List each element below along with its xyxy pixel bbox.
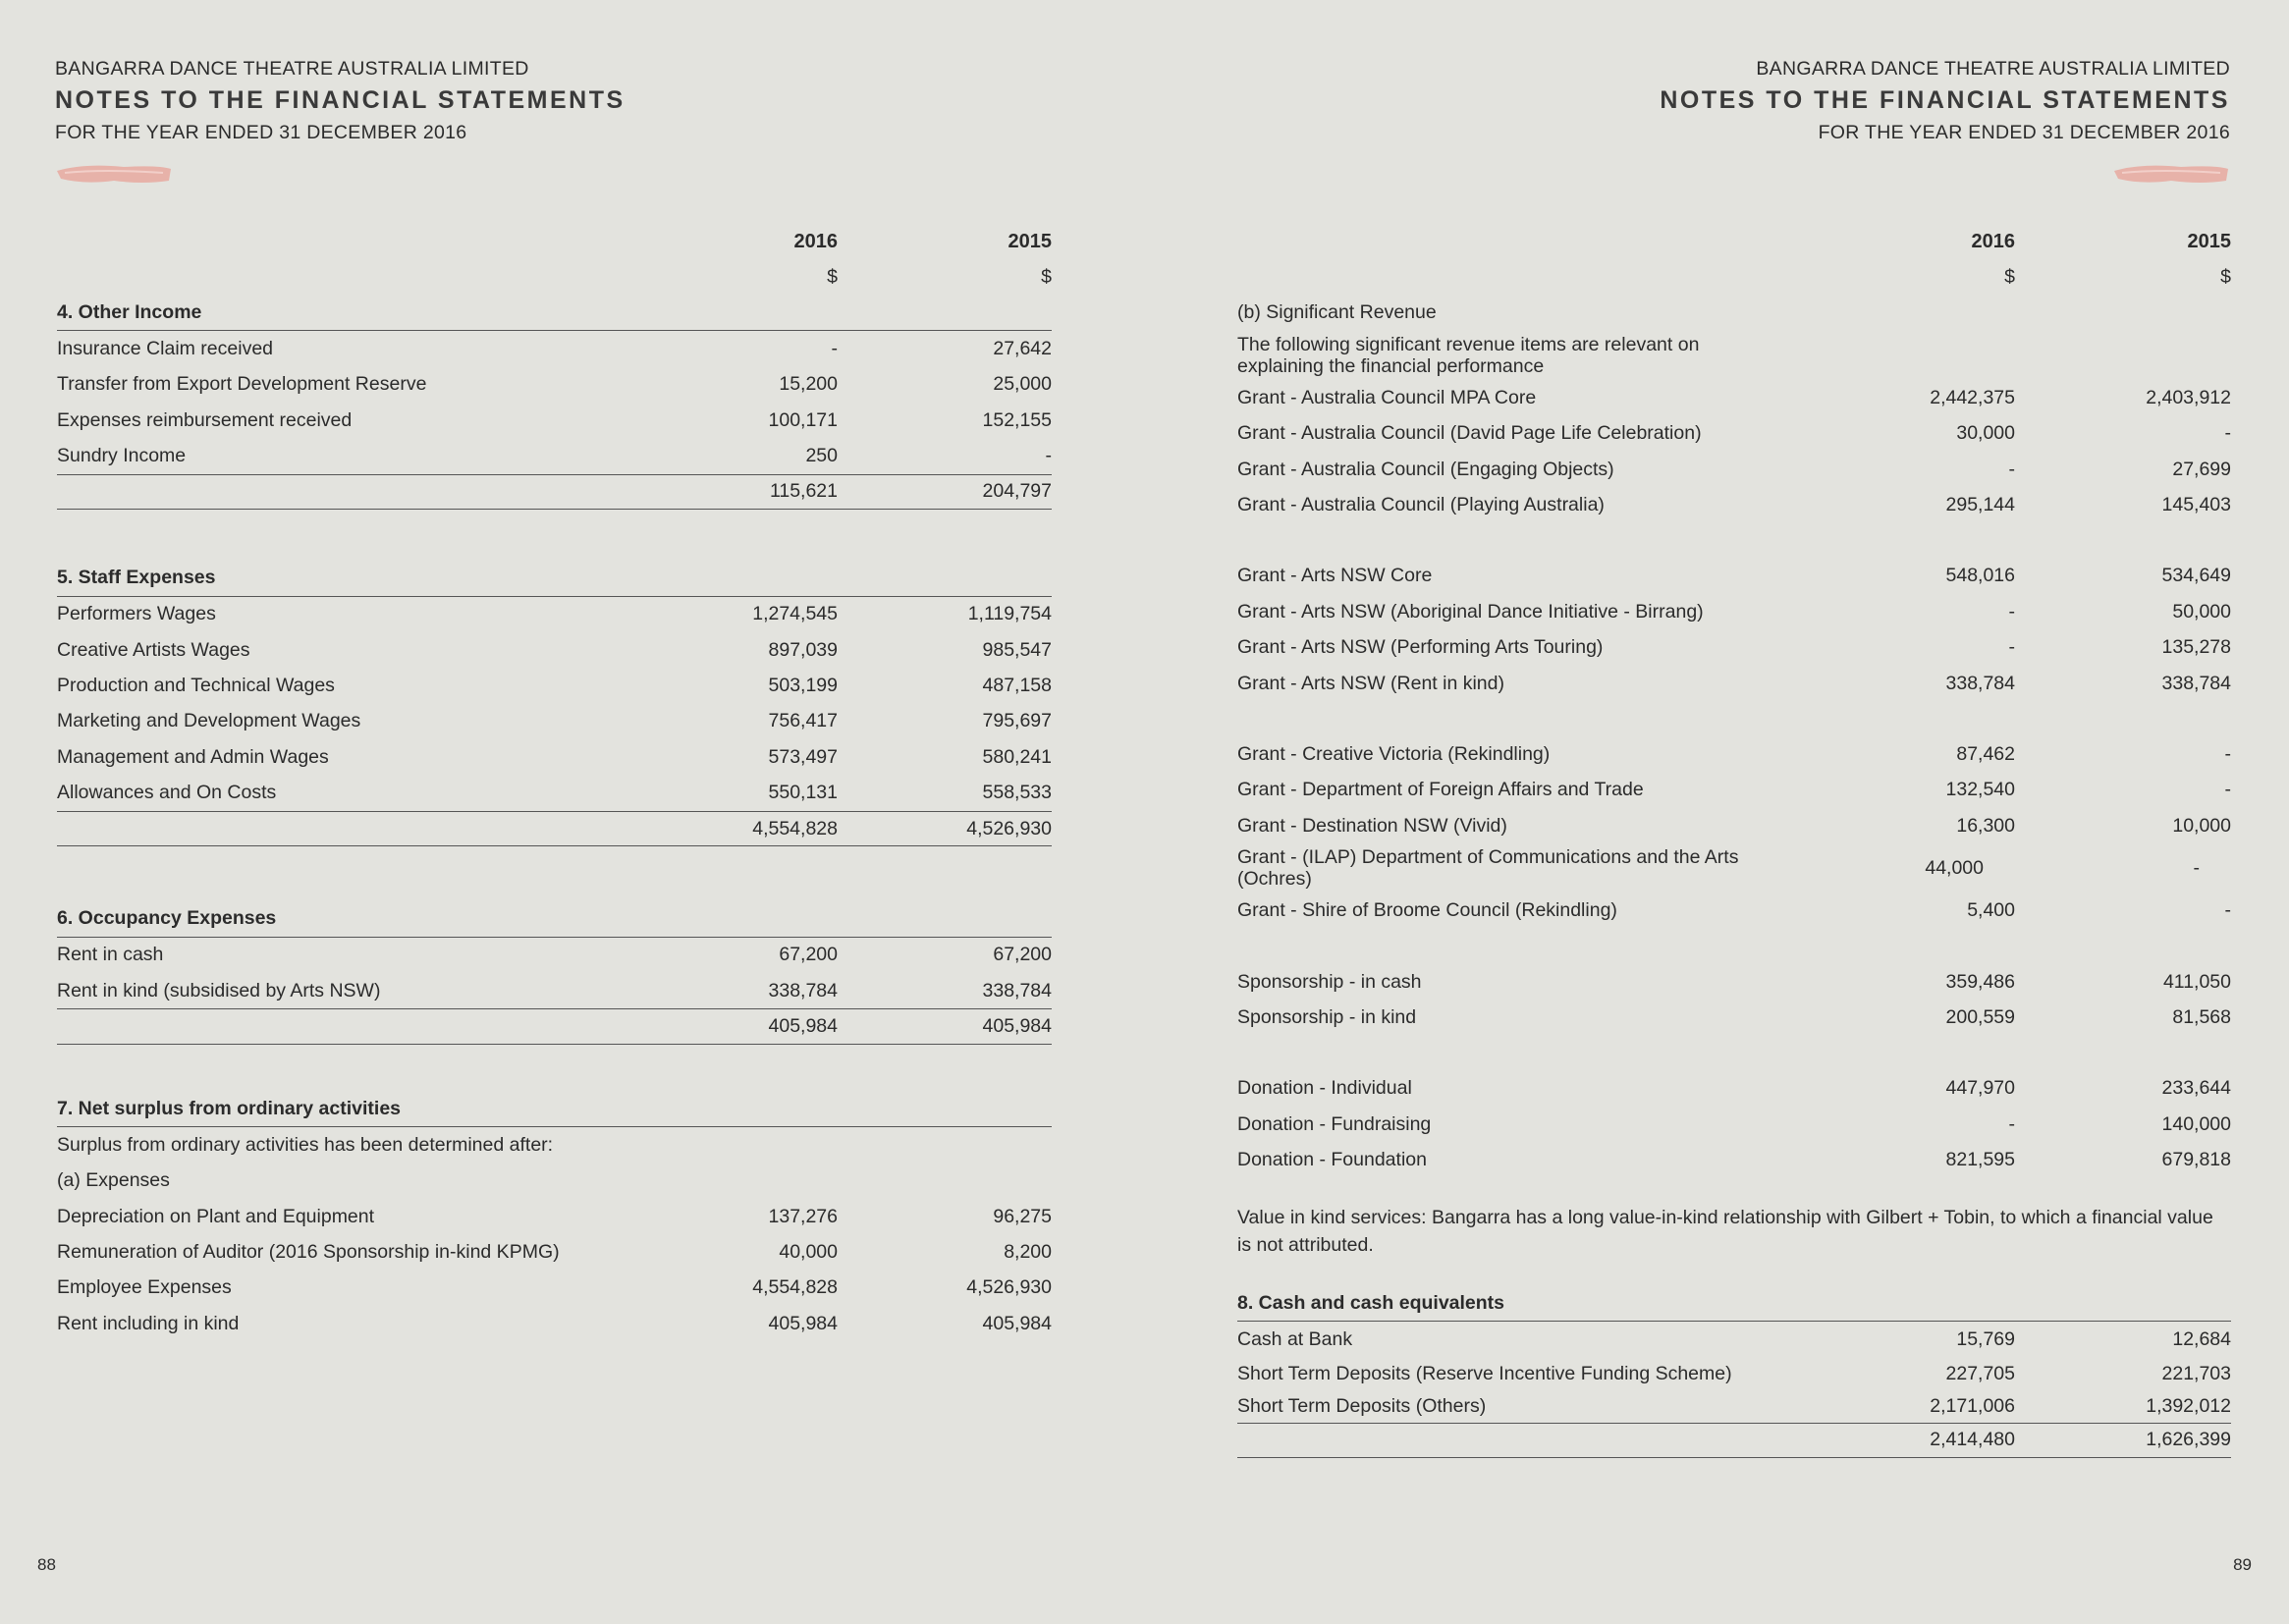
value-2016: 100,171 [768,408,838,431]
table-row [1237,1358,2231,1390]
section-title: 5. Staff Expenses [57,567,216,589]
table-row [1237,843,2231,893]
row-label: Marketing and Development Wages [57,710,361,732]
table-row [57,632,1052,668]
table-row [57,668,1052,703]
value-2015: 558,533 [982,782,1052,804]
value-2016: 87,462 [1956,742,2015,765]
row-label: Donation - Fundraising [1237,1112,1432,1135]
value-2016: 2,442,375 [1930,386,2015,408]
table-row [1237,594,2231,629]
row-label: Grant - Arts NSW (Rent in kind) [1237,672,1504,694]
unit-2016: $ [2004,266,2015,289]
section-heading [57,1092,1052,1127]
page-number: 89 [2233,1555,2252,1574]
row-label: Rent in cash [57,944,164,966]
row-label: Short Term Deposits (Reserve Incentive Funding Scheme) [1237,1362,1732,1384]
value-2015: 1,392,012 [2146,1394,2231,1417]
total-row [57,474,1052,510]
value-2016: 4,554,828 [752,1276,838,1299]
value-2015: 221,703 [2161,1362,2231,1384]
total-2016: 4,554,828 [752,817,838,839]
section-title: 8. Cash and cash equivalents [1237,1292,1505,1314]
row-label: Donation - Individual [1237,1077,1412,1100]
row-label: Rent including in kind [57,1312,240,1334]
row-label: Grant - Creative Victoria (Rekindling) [1237,742,1551,765]
value-2016: 548,016 [1945,565,2015,587]
value-2015: 487,158 [982,674,1052,696]
value-2016: 15,769 [1956,1327,2015,1350]
row-label: Grant - (ILAP) Department of Communications and the Arts (Ochres) [1237,846,1739,891]
table-row [57,704,1052,739]
organisation-name: BANGARRA DANCE THEATRE AUSTRALIA LIMITED [1756,58,2230,80]
value-2016: - [2008,600,2015,623]
value-2016: 67,200 [779,944,838,966]
table-row [1237,666,2231,701]
value-2016: 16,300 [1956,814,2015,837]
value-2015: 534,649 [2161,565,2231,587]
document-title: NOTES TO THE FINANCIAL STATEMENTS [55,86,626,114]
value-2015: 81,568 [2172,1005,2231,1028]
value-2016: 5,400 [1967,899,2015,922]
value-2016: 295,144 [1945,494,2015,516]
table-row [1237,1071,2231,1107]
value-2016: - [2008,1112,2015,1135]
table-row [57,1306,1052,1341]
total-row [57,1008,1052,1044]
value-2016: 405,984 [768,1312,838,1334]
table-row [1237,773,2231,808]
row-label: Management and Admin Wages [57,745,329,768]
value-2015: 27,699 [2172,458,2231,480]
value-2015: 10,000 [2172,814,2231,837]
left-page [0,0,1144,1624]
value-2015: 2,403,912 [2146,386,2231,408]
value-2016: 338,784 [768,979,838,1001]
section-title: 4. Other Income [57,300,202,323]
column-unit-header [57,259,1052,295]
value-2016: 15,200 [779,373,838,396]
section-heading [1237,1286,2231,1322]
value-2015: 411,050 [2162,970,2231,993]
unit-2015: $ [2220,266,2231,289]
section-title: 6. Occupancy Expenses [57,907,277,930]
table-row [57,1271,1052,1306]
row-label: Grant - Arts NSW (Aboriginal Dance Initiative - Birrang) [1237,600,1704,623]
table-row [57,438,1052,473]
value-2015: 985,547 [982,638,1052,661]
table-row [57,938,1052,973]
value-2016: 227,705 [1945,1362,2015,1384]
total-row [1237,1423,2231,1458]
row-label: Sundry Income [57,445,187,467]
value-2015: 4,526,930 [966,1276,1052,1299]
row-label: Expenses reimbursement received [57,408,353,431]
row-label: Short Term Deposits (Others) [1237,1394,1487,1417]
section-heading [57,296,1052,331]
row-label: Allowances and On Costs [57,782,277,804]
row-label: Grant - Australia Council (David Page Life Celebration) [1237,422,1702,445]
row-label: Depreciation on Plant and Equipment [57,1205,375,1227]
subheading: (a) Expenses [57,1169,170,1192]
table-row [1237,559,2231,594]
intro-text-row [1237,331,2231,380]
organisation-name: BANGARRA DANCE THEATRE AUSTRALIA LIMITED [55,58,529,80]
total-2015: 405,984 [982,1015,1052,1038]
left-financial-table [57,224,1052,1342]
table-row [1237,736,2231,772]
row-label: Insurance Claim received [57,337,274,359]
table-row [1237,452,2231,487]
value-2015: 27,642 [993,337,1052,359]
row-label: Production and Technical Wages [57,674,335,696]
value-2015: 140,000 [2161,1112,2231,1135]
value-2016: - [2008,458,2015,480]
table-row [1237,1000,2231,1035]
row-label: Grant - Department of Foreign Affairs and Trade [1237,779,1644,801]
table-row [57,775,1052,810]
table-row [57,331,1052,366]
row-label: Rent in kind (subsidised by Arts NSW) [57,979,381,1001]
table-row [1237,964,2231,1000]
row-label: Grant - Arts NSW Core [1237,565,1433,587]
total-2015: 204,797 [982,480,1052,503]
intro-text: Surplus from ordinary activities has been determined after: [57,1133,554,1156]
value-2015: 152,155 [982,408,1052,431]
total-2016: 405,984 [768,1015,838,1038]
right-page [1145,0,2289,1624]
row-label: Cash at Bank [1237,1327,1353,1350]
value-2016: 338,784 [1945,672,2015,694]
value-2015: - [2224,779,2231,801]
total-row [57,811,1052,846]
year-2016-header: 2016 [793,230,838,252]
page-header [1660,55,2230,147]
column-unit-header [1237,259,2231,295]
brush-stroke-decoration [55,161,173,187]
table-row [57,973,1052,1008]
value-2016: 40,000 [779,1241,838,1264]
value-2016: 2,171,006 [1930,1394,2015,1417]
year-2015-header: 2015 [1008,230,1052,252]
table-row [57,597,1052,632]
value-2015: 12,684 [2172,1327,2231,1350]
value-2015: 338,784 [982,979,1052,1001]
total-2016: 115,621 [769,480,838,503]
value-2016: 503,199 [768,674,838,696]
table-row [57,367,1052,403]
row-label: Sponsorship - in kind [1237,1005,1417,1028]
table-row [1237,630,2231,666]
value-2015: 145,403 [2161,494,2231,516]
section-title: 7. Net surplus from ordinary activities [57,1098,402,1119]
value-2015: 233,644 [2161,1077,2231,1100]
column-year-header [1237,224,2231,259]
value-2016: 132,540 [1945,779,2015,801]
value-2016: 200,559 [1945,1005,2015,1028]
value-2016: 821,595 [1945,1149,2015,1171]
page-number: 88 [37,1555,56,1574]
row-label: Sponsorship - in cash [1237,970,1422,993]
value-2016: - [2008,636,2015,659]
period-label: FOR THE YEAR ENDED 31 DECEMBER 2016 [55,122,467,143]
value-2016: 250 [805,445,838,467]
section-heading [1237,296,2231,331]
row-label: Grant - Australia Council (Engaging Objects) [1237,458,1614,480]
table-row [1237,1322,2231,1357]
column-year-header [57,224,1052,259]
value-2016: 573,497 [768,745,838,768]
row-label: Grant - Australia Council MPA Core [1237,386,1537,408]
table-row [1237,893,2231,928]
row-label: Donation - Foundation [1237,1149,1427,1171]
value-2015: 50,000 [2172,600,2231,623]
subheading-row [57,1164,1052,1199]
section-title: (b) Significant Revenue [1237,301,1437,324]
value-2015: 96,275 [993,1205,1052,1227]
right-financial-table [1237,224,2231,1458]
row-label: Creative Artists Wages [57,638,250,661]
value-2015: - [1045,445,1052,467]
value-2015: 405,984 [982,1312,1052,1334]
value-2016: 897,039 [768,638,838,661]
value-2015: 8,200 [1004,1241,1052,1264]
row-label: Grant - Destination NSW (Vivid) [1237,814,1507,837]
total-2015: 1,626,399 [2146,1429,2231,1451]
table-row [1237,380,2231,415]
row-label: Grant - Arts NSW (Performing Arts Touring) [1237,636,1604,659]
brush-stroke-decoration [2112,161,2230,187]
table-row [1237,1390,2231,1423]
value-2016: 756,417 [768,710,838,732]
value-2016: 44,000 [1925,857,1984,880]
intro-text-row [57,1127,1052,1163]
value-2015: 1,119,754 [967,603,1052,625]
period-label: FOR THE YEAR ENDED 31 DECEMBER 2016 [1818,122,2230,143]
value-2015: - [2224,899,2231,922]
table-row [57,1199,1052,1234]
value-2015: 67,200 [993,944,1052,966]
intro-text: The following significant revenue items are relevant on explaining the financial performance [1237,334,1700,378]
value-2016: 1,274,545 [752,603,838,625]
value-2016: 447,970 [1945,1077,2015,1100]
year-2015-header: 2015 [2187,230,2231,252]
section-heading [57,901,1052,937]
row-label: Remuneration of Auditor (2016 Sponsorship in-kind KPMG) [57,1241,560,1264]
value-2015: 679,818 [2161,1149,2231,1171]
table-row [57,1234,1052,1270]
row-label: Performers Wages [57,603,216,625]
table-row [1237,1142,2231,1177]
year-2016-header: 2016 [1971,230,2015,252]
unit-2015: $ [1041,266,1052,289]
section-heading [57,561,1052,596]
page-header [55,55,626,147]
row-label: Transfer from Export Development Reserve [57,373,427,396]
value-2015: 338,784 [2161,672,2231,694]
value-2016: 30,000 [1956,422,2015,445]
table-row [1237,487,2231,522]
value-2016: 550,131 [768,782,838,804]
value-2015: - [2224,742,2231,765]
table-row [57,403,1052,438]
value-2016: 359,486 [1945,970,2015,993]
row-label: Employee Expenses [57,1276,232,1299]
document-title: NOTES TO THE FINANCIAL STATEMENTS [1660,86,2230,114]
value-in-kind-note: Value in kind services: Bangarra has a long value-in-kind relationship with Gilbert + Tobin, to which a financial value is not attributed. [1237,1206,2213,1256]
total-2016: 2,414,480 [1930,1429,2015,1451]
value-2016: 137,276 [768,1205,838,1227]
unit-2016: $ [827,266,838,289]
table-row [1237,1107,2231,1142]
value-2015: 25,000 [993,373,1052,396]
value-2015: - [2224,422,2231,445]
value-2015: - [2193,857,2200,880]
value-2015: 135,278 [2161,636,2231,659]
table-row [57,739,1052,775]
row-label: Grant - Australia Council (Playing Australia) [1237,494,1605,516]
row-label: Grant - Shire of Broome Council (Rekindling) [1237,899,1617,922]
value-2015: 580,241 [982,745,1052,768]
value-2016: - [831,337,838,359]
value-2015: 795,697 [982,710,1052,732]
total-2015: 4,526,930 [966,817,1052,839]
table-row [1237,416,2231,452]
table-row [1237,808,2231,843]
